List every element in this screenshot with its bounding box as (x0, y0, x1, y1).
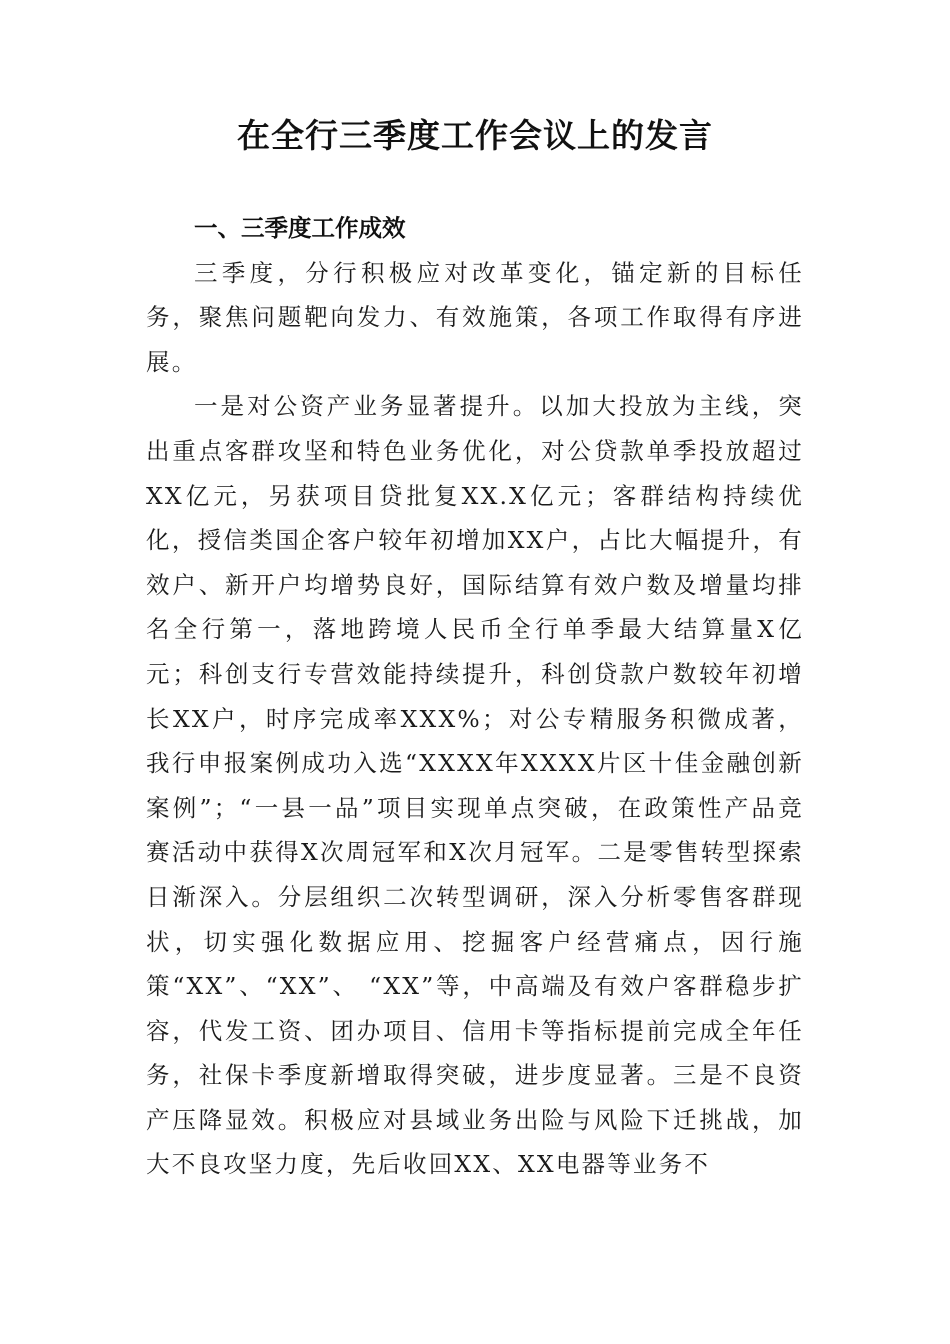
document-body (146, 206, 804, 1187)
paragraph-intro: 三季度，分行积极应对改革变化，锚定新的目标任务，聚焦问题靶向发力、有效施策，各项工作取得有序进展。 (146, 258, 804, 376)
document-title: 在全行三季度工作会议上的发言 (237, 116, 713, 155)
paragraph-achievements: 一是对公资产业务显著提升。以加大投放为主线，突出重点客群攻坚和特色业务优化，对公贷款单季投放超过XX亿元，另获项目贷批复XX.X亿元；客群结构持续优化，授信类国企客户较年初增加XX户，占比大幅提升，有效户、新开户均增势良好，国际结算有效户数及增量均排名全行第一，落地跨境人民币全行单季最大结算量X亿元；科创支行专营效能持续提升，科创贷款户数较年初增长XX户，时序完成率XXX%；对公专精服务积微成著，我行申报案例成功入选“XXXX年XXXX片区十佳金融创新案例”；“一县一品”项目实现单点突破，在政策性产品竞赛活动中获得X次周冠军和X次月冠军。二是零售转型探索日渐深入。分层组织二次转型调研，深入分析零售客群现状，切实强化数据应用、挖掘客户经营痛点，因行施策“XX”、“XX”、 “XX”等，中高端及有效户客群稳步扩容，代发工资、团办项目、信用卡等指标提前完成全年任务，社保卡季度新增取得突破，进步度显著。三是不良资产压降显效。积极应对县域业务出险与风险下迁挑战，加大不良攻坚力度，先后收回XX、XX电器等业务不 (146, 392, 804, 1179)
section-heading: 一、三季度工作成效 (194, 214, 406, 242)
